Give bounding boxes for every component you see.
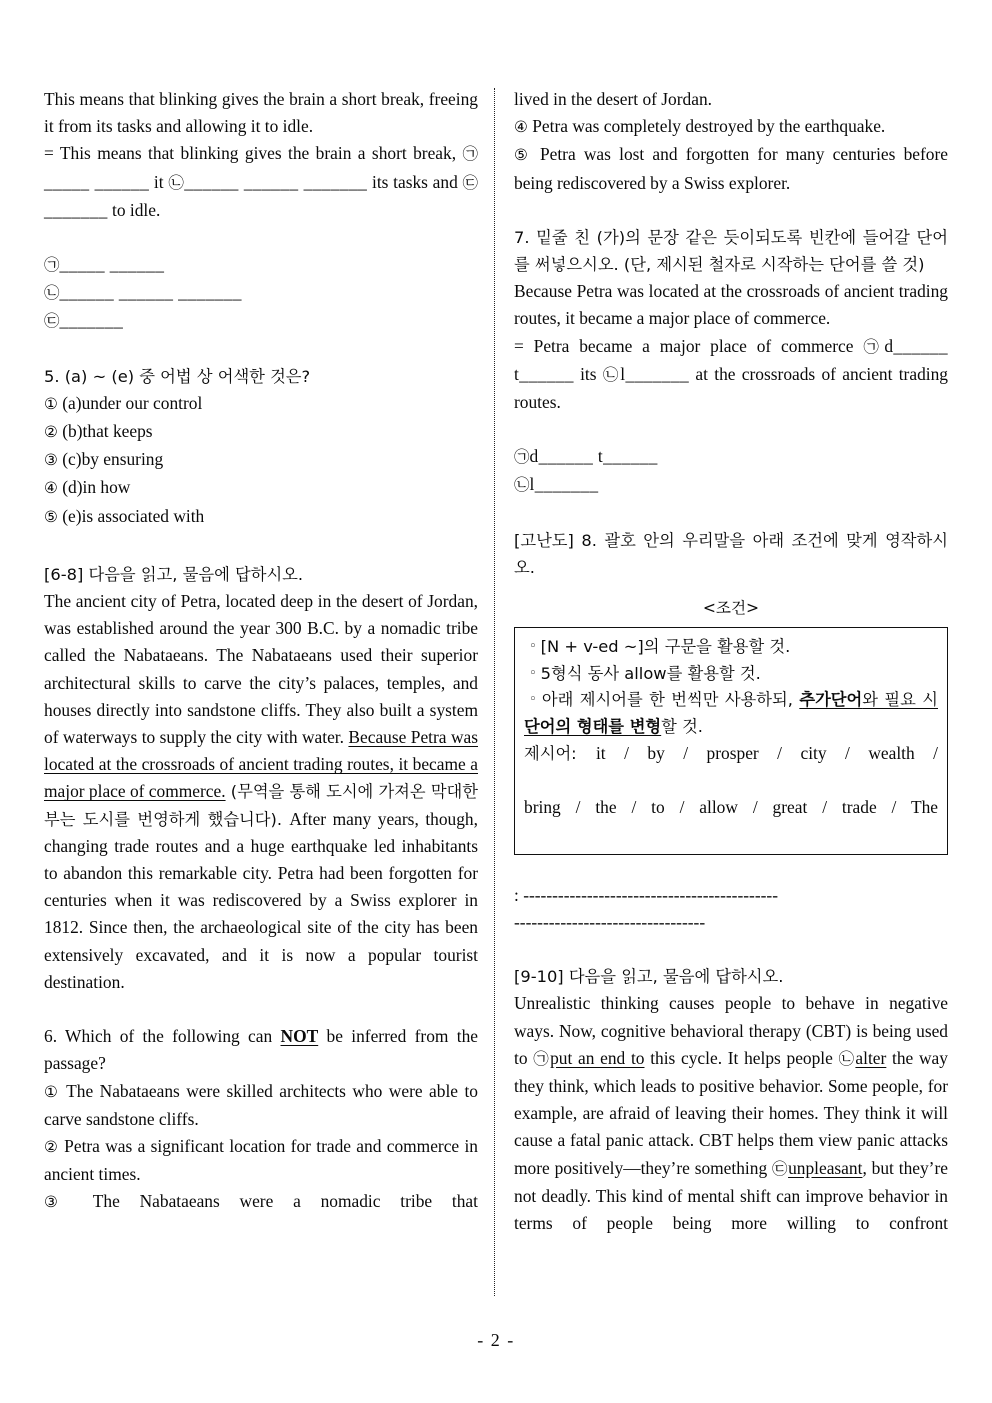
spacer: [514, 416, 948, 443]
question-6-stem-before: 6. Which of the following can: [44, 1026, 281, 1047]
option-number-5: ⑤: [514, 146, 532, 165]
question-7-original-sentence: Because Petra was located at the crossroads of ancient trading routes, it became a major place of commerce.: [514, 281, 948, 329]
petra-passage-part2: After many years, though, changing trade routes and a huge earthquake led inhabitants to abandon this remarkable city. Petra had been forgotten for centuries when it was rediscovered by a Swiss explorer in 1812. Since then, the archaeological site of the city has been extensively excavated, and it is now a popular tourist destination.: [44, 808, 478, 992]
blank-marker-c-icon: ㉢: [462, 173, 479, 192]
equiv-prefix: = Petra became a major place of commerce: [514, 335, 864, 356]
bullet-icon: ◦: [529, 665, 537, 681]
left-column: [44, 86, 478, 1296]
spacer: [514, 500, 948, 527]
marker-c-icon: ㉢: [772, 1159, 789, 1178]
question-6-option-3[interactable]: [44, 1188, 478, 1243]
question-6-option-2[interactable]: [44, 1133, 478, 1188]
question-7-equivalent-sentence: [514, 333, 948, 417]
option-text-3: The Nabataeans were a nomadic tribe that: [92, 1191, 478, 1212]
spacer: [44, 336, 478, 363]
question-6-option-1[interactable]: [44, 1078, 478, 1133]
question-5-option-2[interactable]: [44, 418, 478, 446]
answer-rule-b[interactable]: l_______: [529, 474, 599, 495]
question-8-stem: [고난도] 8. 괄호 안의 우리말을 아래 조건에 맞게 영작하시오.: [514, 530, 948, 577]
equiv-prefix: = This means that blinking gives the brain a short break,: [44, 143, 463, 164]
tail-text: at the crossroads of ancient trading routes.: [514, 363, 948, 413]
answer-rule-a[interactable]: d______ t______: [529, 446, 658, 467]
blank-marker-b-icon: ㉡: [602, 365, 621, 384]
answer-marker-b-icon: ㉡: [514, 476, 530, 495]
word-bank-label: 제시어:: [524, 744, 596, 764]
word-bank-line-1: [524, 740, 938, 794]
option-number-3: ③: [44, 1193, 74, 1212]
korean-translation-parenthetical: (무역을 통해 도시에 가져온 막대한 부는 도시를 번영하게 했습니다).: [44, 782, 478, 829]
question-5-stem: 5. (a) ~ (e) 중 어법 상 어색한 것은?: [44, 366, 311, 386]
mid-text-2: its tasks and: [367, 171, 463, 192]
question-5-option-4[interactable]: [44, 474, 478, 502]
question-6-stem-after: be inferred from the passage?: [44, 1026, 478, 1074]
spacer: [44, 996, 478, 1023]
petra-passage-part1: The ancient city of Petra, located deep in the desert of Jordan, was established around the year 300 B.C. by a nomadic tribe called the Nabataeans. The Nabataeans used their superior architectural skills to carve the city’s palaces, temples, and houses directly into sandstone cliffs. They also built a system of waterways to supply the city with water.: [44, 591, 478, 748]
marker-b-icon: ㉡: [838, 1049, 856, 1068]
blank-marker-a-icon: ㉠: [863, 337, 885, 356]
cbt-passage-part4: , but they’re not deadly. This kind of mental shift can improve behavior in terms of people being more willing to confront: [514, 1157, 948, 1234]
question-6-option-3-continuation: lived in the desert of Jordan.: [514, 89, 713, 109]
question-7-answer-row-a: [514, 443, 948, 471]
blank-rule-a: d______ t______: [514, 335, 948, 384]
condition-item-3-part1: 아래 제시어를 한 번씩만 사용하되,: [541, 690, 800, 710]
question-7-answer-row-b: [514, 471, 948, 499]
cbt-passage: [514, 990, 948, 1264]
word-bank-line-2: [524, 794, 938, 847]
spacer: [44, 224, 478, 251]
option-text-1: The Nabataeans were skilled architects who were able to carve sandstone cliffs.: [44, 1080, 478, 1129]
section-6-8-heading: [6-8] 다음을 읽고, 물음에 답하시오.: [44, 564, 304, 584]
option-number-4: ④: [514, 118, 528, 137]
two-column-layout: [44, 86, 948, 1296]
question-6-stem: [44, 1023, 478, 1077]
blank-rule-c: _______: [44, 199, 108, 220]
question-7-stem: 7. 밑줄 친 (가)의 문장 같은 듯이되도록 빈칸에 들어갈 단어를 써넣으시오. (단, 제시된 철자로 시작하는 단어를 쓸 것): [514, 227, 948, 275]
option-number-4: ④: [44, 479, 58, 498]
option-text-2: Petra was a significant location for trade and commerce in ancient times.: [44, 1135, 478, 1185]
option-text-5: (e)is associated with: [62, 505, 205, 526]
option-text-2: (b)that keeps: [62, 421, 153, 442]
answer-rule-b[interactable]: ______ ______ _______: [59, 282, 242, 303]
answer-marker-a-icon: ㉠: [44, 256, 60, 275]
answer-marker-a-icon: ㉠: [514, 448, 530, 467]
bullet-icon: ◦: [529, 639, 537, 655]
option-text-4: Petra was completely destroyed by the earthquake.: [532, 116, 886, 137]
blank-marker-a-icon: ㉠: [462, 145, 478, 164]
answer-blank-row-a: [44, 251, 478, 279]
cbt-passage-part2: this cycle. It helps people: [644, 1047, 839, 1068]
passage-continuation-line1: This means that blinking gives the brain a short break, freeing it from its tasks and allowing it to idle.: [44, 89, 478, 137]
condition-item-1: [524, 634, 938, 661]
underlined-phrase-b: alter: [855, 1047, 887, 1068]
cbt-passage-part3: the way they think, which leads to positive behavior. Some people, for example, are afraid of leaving their homes. They think it will cause a fatal panic attack. CBT helps them view panic attacks more positively—they’re something: [514, 1047, 948, 1178]
answer-marker-b-icon: ㉡: [44, 284, 60, 303]
mid-text: its: [573, 363, 603, 384]
answer-rule-a[interactable]: _____ ______: [59, 254, 165, 275]
blank-rule-b: l_______: [620, 363, 690, 384]
mid-text-1: it: [149, 171, 169, 192]
option-number-1: ①: [44, 394, 58, 413]
option-text-4: (d)in how: [62, 477, 131, 498]
marker-a-icon: ㉠: [533, 1049, 551, 1068]
option-number-2: ②: [44, 423, 58, 442]
answer-prefix: :: [514, 885, 524, 906]
question-8-answer-line[interactable]: [514, 882, 948, 909]
spacer: [514, 936, 948, 963]
question-6-option-4[interactable]: [514, 113, 948, 141]
answer-rule-c[interactable]: _______: [59, 310, 124, 331]
blank-rule-b: ______ ______ _______: [184, 171, 368, 192]
question-5-option-1[interactable]: [44, 390, 478, 418]
condition-item-2: [524, 661, 938, 688]
underlined-phrase-c: unpleasant: [788, 1157, 863, 1178]
question-6-not-emphasis: NOT: [280, 1026, 319, 1047]
condition-box-title: <조건>: [702, 599, 760, 618]
condition-item-3-part3: 할 것.: [661, 716, 703, 736]
passage-continuation-line2: [44, 140, 478, 224]
answer-rule-line-2: ---------------------------------: [514, 912, 706, 933]
question-5-option-3[interactable]: [44, 446, 478, 474]
answer-marker-c-icon: ㉢: [44, 312, 60, 331]
question-6-option-5[interactable]: [514, 141, 948, 196]
tail-text: to idle.: [107, 199, 161, 220]
spacer: [514, 855, 948, 882]
option-text-5: Petra was lost and forgotten for many centuries before being rediscovered by a Swiss explorer.: [514, 144, 948, 193]
option-number-2: ②: [44, 1137, 59, 1156]
option-text-3: (c)by ensuring: [62, 449, 164, 470]
option-text-1: (a)under our control: [62, 392, 203, 413]
blank-marker-b-icon: ㉡: [168, 173, 185, 192]
condition-box: [514, 627, 948, 855]
question-8-answer-line-2[interactable]: [514, 909, 948, 936]
word-bank-words-2: bring / the / to / allow / great / trade / The: [524, 797, 938, 818]
bullet-icon: ◦: [529, 692, 538, 708]
petra-passage: [44, 588, 478, 996]
right-column: [514, 86, 948, 1296]
answer-rule-line-1: --------------------------------------------: [523, 885, 779, 906]
option-number-3: ③: [44, 451, 58, 470]
condition-item-1-text: [N + v-ed ~]의 구문을 활용할 것.: [540, 637, 791, 657]
spacer: [514, 581, 948, 595]
condition-item-3-part2: 와 필요 시: [862, 690, 939, 710]
option-number-5: ⑤: [44, 507, 58, 526]
underlined-phrase-a: put an end to: [550, 1047, 645, 1068]
blank-rule-a: _____ ______: [44, 171, 150, 192]
question-5-option-5[interactable]: [44, 503, 478, 531]
page-footer: - 2 -: [477, 1330, 515, 1350]
section-9-10-heading: [9-10] 다음을 읽고, 물음에 답하시오.: [514, 967, 784, 987]
answer-blank-row-b: [44, 279, 478, 307]
answer-blank-row-c: [44, 307, 478, 335]
option-number-1: ①: [44, 1082, 61, 1101]
word-bank-words-1: it / by / prosper / city / wealth /: [595, 743, 938, 764]
spacer: [514, 197, 948, 224]
condition-item-3: [524, 687, 938, 740]
spacer: [44, 531, 478, 561]
cbt-passage-part1: Unrealistic thinking causes people to behave in negative ways. Now, cognitive behavioral therapy (CBT) is being used to: [514, 993, 948, 1068]
condition-item-3-bold-2: 단어의 형태를 변형: [524, 716, 662, 736]
underlined-sentence-ga: Because Petra was located at the crossroads of ancient trading routes, it became a major place of commerce.: [44, 727, 478, 802]
condition-item-3-bold-1: 추가단어: [799, 690, 863, 710]
condition-item-2-text: 5형식 동사 allow를 활용할 것.: [540, 663, 761, 683]
